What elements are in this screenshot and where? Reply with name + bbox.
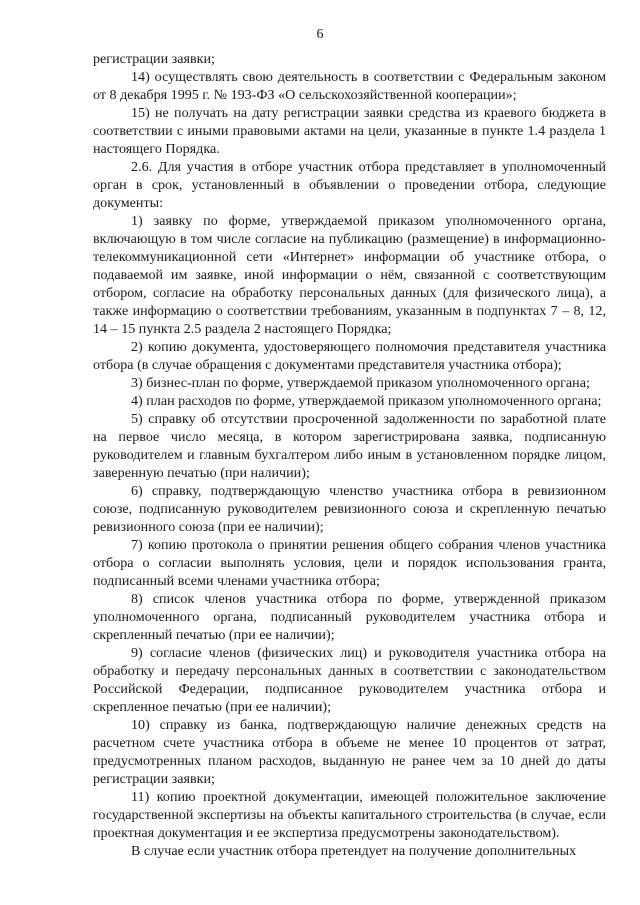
paragraph: 3) бизнес-план по форме, утверждаемой приказом уполномоченного органа; xyxy=(131,375,590,391)
paragraph: 2.6. Для участия в отборе участник отбора представляет в уполномоченный орган в срок, установленный в объявлении о проведении отбора, следующие документы: xyxy=(93,159,606,211)
paragraph: регистрации заявки; xyxy=(93,51,215,67)
paragraph: 9) согласие членов (физических лиц) и руководителя участника отбора на обработку и передачу персональных данных в соответствии с законодательством Российской Федерации, подписанное руководителем участника отбора и скрепленное печатью (при ее наличии); xyxy=(93,645,606,715)
page-number: 6 xyxy=(316,27,324,42)
paragraph: 8) список членов участника отбора по форме, утвержденной приказом уполномоченного органа, подписанный руководителем участника отбора и скрепленный печатью (при ее наличии); xyxy=(93,591,606,643)
paragraph: 10) справку из банка, подтверждающую наличие денежных средств на расчетном счете участника отбора в объеме не менее 10 процентов от затрат, предусмотренных планом расходов, выданную не ранее чем за 10 дней до даты регистрации заявки; xyxy=(93,717,606,787)
paragraph: 1) заявку по форме, утверждаемой приказом уполномоченного органа, включающую в том числе согласие на публикацию (размещение) в информационно-телекоммуникационной сети «Интернет» информации об участнике отбора, о подаваемой им заявке, иной информации о нём, связанной с соответствующим отбором, согласие на обработку персональных данных (для физического лица), а также информацию о соответствии требованиям, указанным в подпунктах 7 – 8, 12, 14 – 15 пункта 2.5 раздела 2 настоящего Порядка; xyxy=(93,213,606,337)
paragraph: 2) копию документа, удостоверяющего полномочия представителя участника отбора (в случае обращения с документами представителя участника отбора); xyxy=(93,339,606,373)
paragraph: 15) не получать на дату регистрации заявки средства из краевого бюджета в соответствии с иными правовыми актами на цели, указанные в пункте 1.4 раздела 1 настоящего Порядка. xyxy=(93,105,606,157)
paragraph: 5) справку об отсутствии просроченной задолженности по заработной плате на первое число месяца, в котором зарегистрирована заявка, подписанную руководителем и главным бухгалтером либо иным в установленном порядке лицом, заверенную печатью (при наличии); xyxy=(93,411,606,481)
paragraph: 6) справку, подтверждающую членство участника отбора в ревизионном союзе, подписанную руководителем ревизионного союза и скрепленную печатью ревизионного союза (при ее наличии); xyxy=(93,483,606,535)
paragraph: 14) осуществлять свою деятельность в соответствии с Федеральным законом от 8 декабря 1995 г. № 193-ФЗ «О сельскохозяйственной кооперации»; xyxy=(93,69,606,103)
paragraph: 7) копию протокола о принятии решения общего собрания членов участника отбора о согласии выполнять условия, цели и порядок использования гранта, подписанный всеми членами участника отбора; xyxy=(93,537,606,589)
paragraph: 11) копию проектной документации, имеющей положительное заключение государственной экспертизы на объекты капитального строительства (в случае, если проектная документация и ее экспертиза предусмотрены законодательством). xyxy=(93,789,606,841)
paragraph: В случае если участник отбора претендует на получение дополнительных xyxy=(131,843,577,859)
document-body xyxy=(93,50,606,860)
paragraph: 4) план расходов по форме, утверждаемой приказом уполномоченного органа; xyxy=(131,393,602,409)
